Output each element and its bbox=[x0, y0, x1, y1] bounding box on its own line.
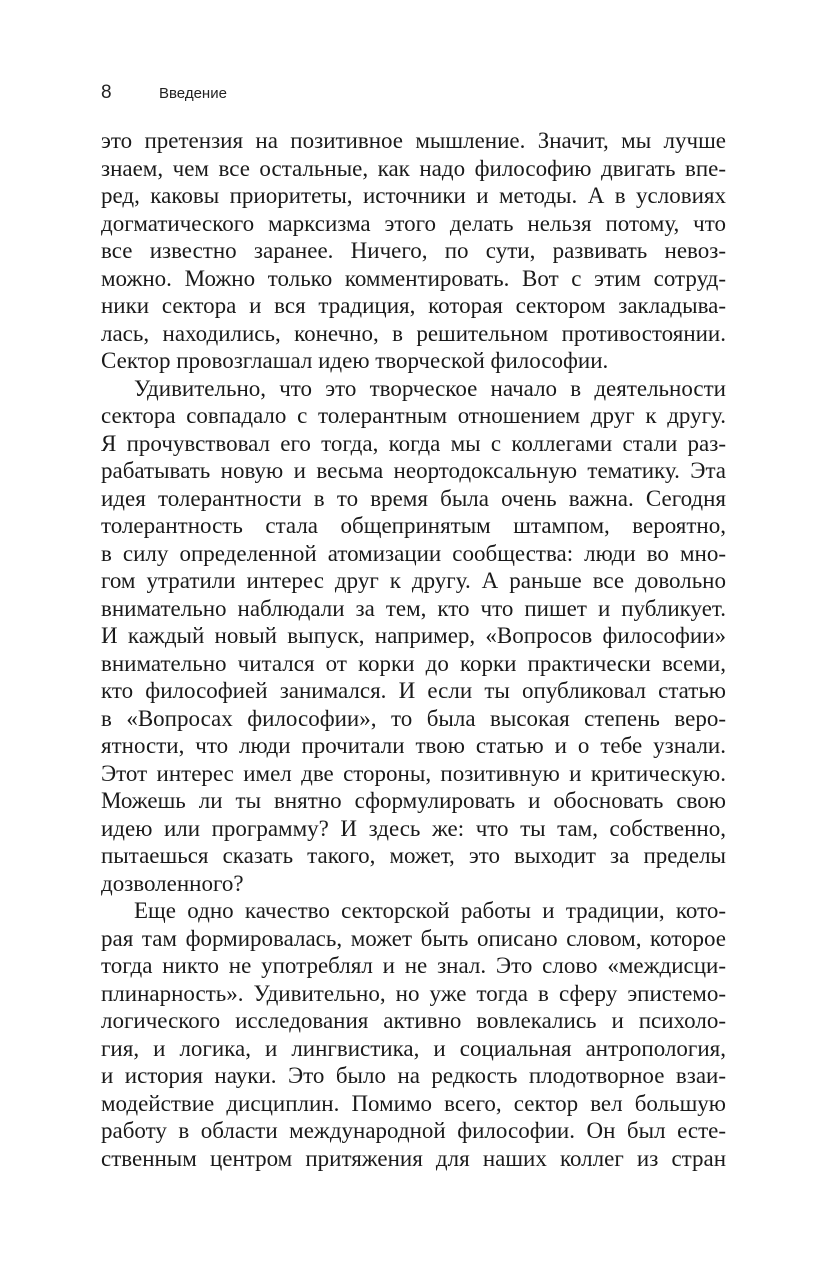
text-line: ники сектора и вся традиция, которая сектором закладыва- bbox=[101, 293, 726, 318]
paragraph bbox=[101, 375, 726, 898]
text-line: ственным центром притяжения для наших коллег из стран bbox=[101, 1145, 726, 1171]
text-line: дозволенного? bbox=[101, 870, 244, 896]
text-line: Сектор провозглашал идею творческой философии. bbox=[101, 348, 609, 373]
text-line: ред, каковы приоритеты, источники и методы. А в условиях bbox=[101, 183, 726, 208]
text-line: догматического марксизма этого делать нельзя потому, что bbox=[101, 210, 726, 236]
text-line: сектора совпадало с толерантным отношением друг к другу. bbox=[101, 403, 726, 428]
text-line: рабатывать новую и весьма неортодоксальную тематику. Эта bbox=[101, 458, 726, 483]
text-line: Этот интерес имел две стороны, позитивную и критическую. bbox=[101, 760, 726, 786]
text-line: все известно заранее. Ничего, по сути, развивать невоз- bbox=[101, 238, 726, 263]
text-line: знаем, чем все остальные, как надо философию двигать впе- bbox=[101, 155, 726, 181]
text-line: И каждый новый выпуск, например, «Вопросов философии» bbox=[101, 623, 726, 648]
text-line: внимательно наблюдали за тем, кто что пишет и публикует. bbox=[101, 595, 726, 621]
text-line: тогда никто не употреблял и не знал. Это слово «междисци- bbox=[101, 953, 726, 978]
text-line: можно. Можно только комментировать. Вот с этим сотруд- bbox=[101, 265, 726, 291]
page-number: 8 bbox=[101, 82, 112, 103]
text-line: в силу определенной атомизации сообщества: люди во мно- bbox=[101, 540, 726, 566]
text-line: Я прочувствовал его тогда, когда мы с коллегами стали раз- bbox=[101, 430, 726, 456]
text-line: и история науки. Это было на редкость плодотворное взаи- bbox=[101, 1063, 726, 1088]
text-line: работу в области международной философии. Он был есте- bbox=[101, 1118, 726, 1143]
text-line: ятности, что люди прочитали твою статью и о тебе узнали. bbox=[101, 733, 726, 758]
text-line: внимательно читался от корки до корки практически всеми, bbox=[101, 650, 726, 676]
text-line: Удивительно, что это творческое начало в деятельности bbox=[134, 375, 726, 401]
text-line: это претензия на позитивное мышление. Значит, мы лучше bbox=[101, 128, 726, 153]
section-title: Введение bbox=[159, 85, 227, 102]
text-line: логического исследования активно вовлекались и психоло- bbox=[101, 1008, 726, 1033]
text-line: рая там формировалась, может быть описано словом, которое bbox=[101, 925, 726, 951]
text-line: гия, и логика, и лингвистика, и социальная антропология, bbox=[101, 1035, 726, 1061]
text-line: пытаешься сказать такого, может, это выходит за пределы bbox=[101, 843, 726, 868]
text-line: идею или программу? И здесь же: что ты там, собственно, bbox=[101, 815, 726, 841]
running-head bbox=[101, 82, 227, 108]
text-line: кто философией занимался. И если ты опубликовал статью bbox=[101, 678, 726, 703]
text-line: модействие дисциплин. Помимо всего, сектор вел большую bbox=[101, 1090, 726, 1116]
text-line: Можешь ли ты внятно сформулировать и обосновать свою bbox=[101, 788, 726, 813]
text-line: лась, находились, конечно, в решительном противостоянии. bbox=[101, 320, 726, 346]
text-line: плинарность». Удивительно, но уже тогда в сферу эпистемо- bbox=[101, 980, 726, 1006]
paragraph bbox=[101, 127, 726, 375]
text-line: толерантность стала общепринятым штампом, вероятно, bbox=[101, 513, 726, 538]
text-line: идея толерантности в то время была очень важна. Сегодня bbox=[101, 485, 726, 511]
text-line: в «Вопросах философии», то была высокая степень веро- bbox=[101, 705, 726, 731]
paragraph bbox=[101, 897, 726, 1172]
text-line: гом утратили интерес друг к другу. А раньше все довольно bbox=[101, 568, 726, 593]
body-text bbox=[101, 127, 726, 1172]
text-line: Еще одно качество секторской работы и традиции, кото- bbox=[134, 898, 726, 923]
